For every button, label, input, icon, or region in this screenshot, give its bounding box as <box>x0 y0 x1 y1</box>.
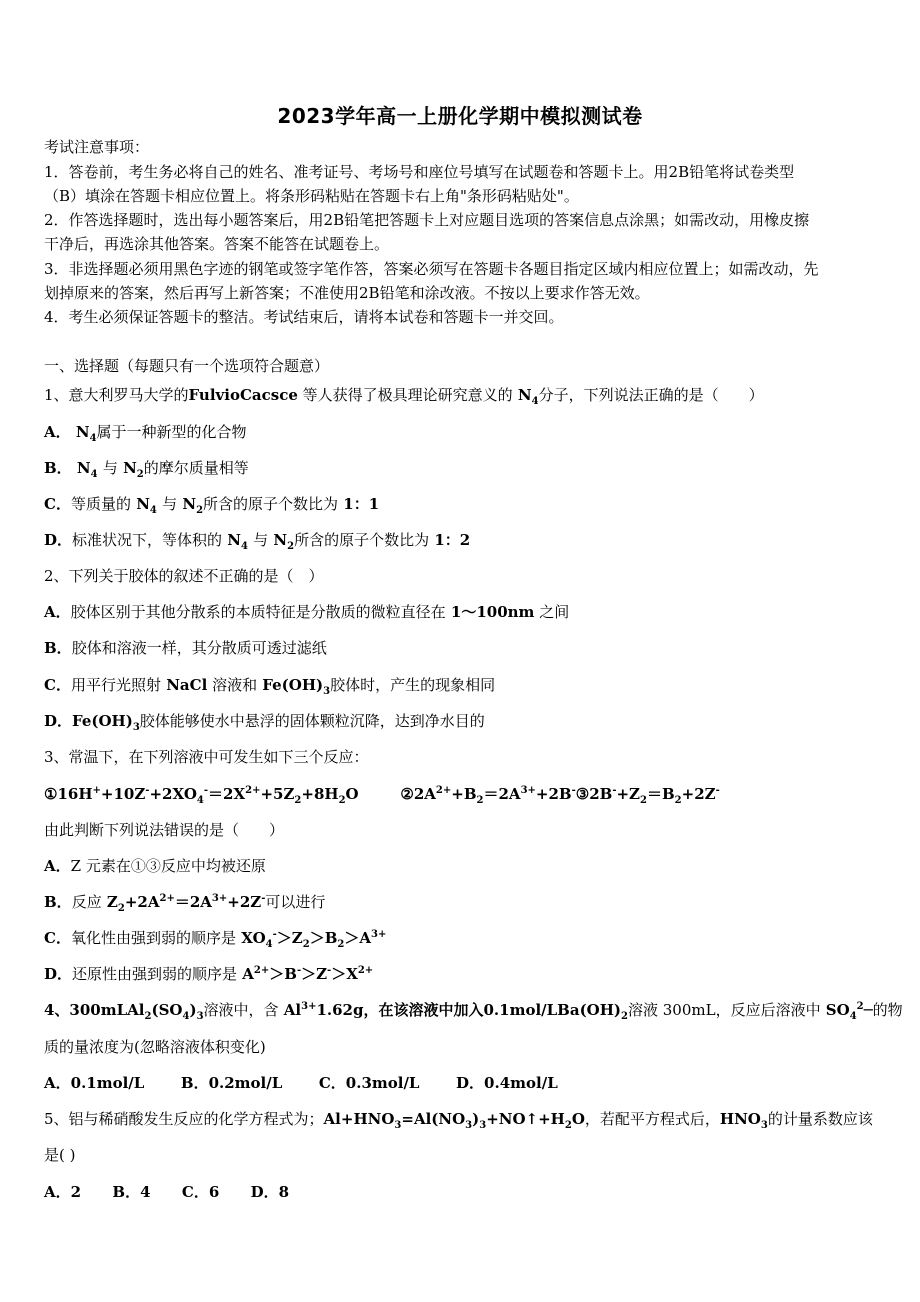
question-4-option-b[interactable]: B．0.2mol/L <box>180 1074 283 1092</box>
question-4-option-c[interactable]: C．0.3mol/L <box>318 1074 420 1092</box>
question-1: 1、意大利罗马大学的FulvioCacsce 等人获得了极具理论研究意义的 $N_4$分子，下列说法正确的是（ ） <box>44 386 764 407</box>
question-4-option-d[interactable]: D．0.4mol/L <box>456 1074 558 1092</box>
question-4: 4、$300mLAl_2(SO_4)_3$溶液中，含 $Al^{3+}1.62g$，在该溶液中加入$0.1mol/LBa(OH)_2$溶液 300mL，反应后溶液中 $SO_4^2─$的物 <box>44 1001 903 1022</box>
notice-line: 3．非选择题必须用黑色字迹的钢笔或签字笔作答，答案必须写在答题卡各题目指定区域内相应位置上；如需改动，先 <box>44 260 819 278</box>
section-heading: 一、选择题（每题只有一个选项符合题意） <box>44 357 330 375</box>
question-5-options <box>44 1180 289 1204</box>
question-4-option-a[interactable]: A．0.1mol/L <box>44 1074 145 1092</box>
question-5-line-2: 是( ) <box>44 1146 76 1164</box>
question-5: 5、铝与稀硝酸发生反应的化学方程式为；$Al+HNO_3=Al(NO_3)_3+NO↑+H_2O$，若配平方程式后，$HNO_3$的计量系数应该 <box>44 1110 873 1131</box>
question-2-option-a[interactable]: A．胶体区别于其他分散系的本质特征是分散质的微粒直径在 1～100nm 之间 <box>44 603 570 621</box>
question-1-option-a[interactable]: A． $N_4$属于一种新型的化合物 <box>44 423 247 444</box>
question-1-option-d[interactable]: D．标准状况下，等体积的 $N_4$ 与 $N_2$所含的原子个数比为 1：2 <box>44 531 471 552</box>
notice-heading: 考试注意事项： <box>44 138 150 156</box>
question-2-option-c[interactable]: C．用平行光照射 NaCl 溶液和 $Fe(OH)_3$胶体时，产生的现象相同 <box>44 676 496 697</box>
question-2-option-d[interactable]: D．$Fe(OH)_3$胶体能够使水中悬浮的固体颗粒沉降，达到净水目的 <box>44 712 485 733</box>
question-4-line-2: 质的量浓度为(忽略溶液体积变化) <box>44 1038 266 1056</box>
question-3-reactions: $①16H^++10Z^-+2XO_4^-=2X^{2+}+5Z_2+8H_2O$ $②2A^{2+}+B_2=2A^{3+}+2B^-③2B^-+Z_2=B_2+2Z^-$ <box>44 785 720 806</box>
question-3: 3、常温下，在下列溶液中可发生如下三个反应： <box>44 748 369 766</box>
question-2-option-b[interactable]: B．胶体和溶液一样，其分散质可透过滤纸 <box>44 639 327 657</box>
notice-line: 4．考生必须保证答题卡的整洁。考试结束后，请将本试卷和答题卡一并交回。 <box>44 308 564 326</box>
question-3-conclusion: 由此判断下列说法错误的是（ ） <box>44 821 285 839</box>
question-5-option-a[interactable]: A．2 <box>44 1183 82 1201</box>
question-5-option-d[interactable]: D．8 <box>250 1183 290 1201</box>
notice-line: （B）填涂在答题卡相应位置上。将条形码粘贴在答题卡右上角"条形码粘贴处"。 <box>44 187 579 205</box>
notice-line: 划掉原来的答案，然后再写上新答案；不准使用2B铅笔和涂改液。不按以上要求作答无效。 <box>44 284 650 302</box>
notice-line: 2．作答选择题时，选出每小题答案后，用2B铅笔把答题卡上对应题目选项的答案信息点涂黑；如需改动，用橡皮擦 <box>44 211 810 229</box>
notice-line: 1．答卷前，考生务必将自己的姓名、准考证号、考场号和座位号填写在试题卷和答题卡上。用2B铅笔将试卷类型 <box>44 163 795 181</box>
question-5-option-c[interactable]: C．6 <box>181 1183 220 1201</box>
question-3-option-b[interactable]: B．反应 $Z_2+2A^{2+}=2A^{3+}+2Z^-$可以进行 <box>44 893 326 914</box>
question-1-option-b[interactable]: B． $N_4$ 与 $N_2$的摩尔质量相等 <box>44 459 249 480</box>
question-4-options <box>44 1071 558 1095</box>
question-3-option-a[interactable]: A．Z 元素在①③反应中均被还原 <box>44 857 266 875</box>
question-3-option-c[interactable]: C．氧化性由强到弱的顺序是 $XO_4^->Z_2>B_2>A^{3+}$ <box>44 929 387 950</box>
notice-line: 干净后，再选涂其他答案。答案不能答在试题卷上。 <box>44 235 390 253</box>
question-1-option-c[interactable]: C．等质量的 $N_4$ 与 $N_2$所含的原子个数比为 1：1 <box>44 495 380 516</box>
question-5-option-b[interactable]: B．4 <box>112 1183 151 1201</box>
question-2: 2、下列关于胶体的叙述不正确的是（ ） <box>44 567 324 585</box>
page-title: 2023学年高一上册化学期中模拟测试卷 <box>277 104 643 128</box>
question-3-option-d[interactable]: D．还原性由强到弱的顺序是 $A^{2+}>B^->Z^->X^{2+}$ <box>44 965 374 983</box>
